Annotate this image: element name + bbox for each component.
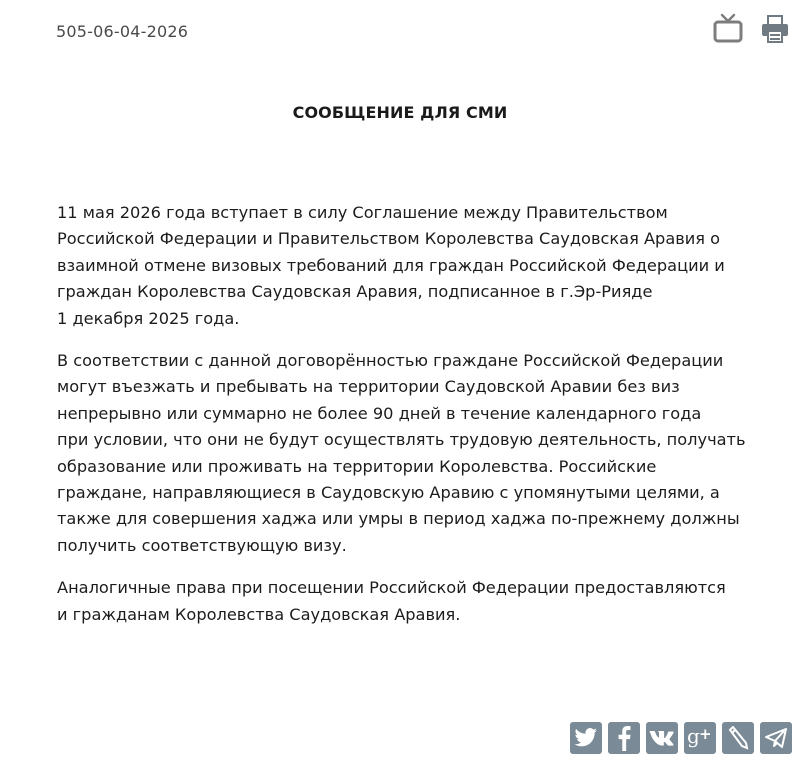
text-line: получить соответствующую визу. xyxy=(57,535,347,555)
social-share-bar xyxy=(570,722,792,754)
share-livejournal-button[interactable] xyxy=(722,722,754,754)
print-button[interactable] xyxy=(760,14,790,44)
text-line: взаимной отмене визовых требований для граждан Российской Федерации и xyxy=(57,255,725,275)
facebook-icon xyxy=(617,725,631,751)
svg-text:g: g xyxy=(687,725,700,748)
text-line: при условии, что они не будут осуществлять трудовую деятельность, получать xyxy=(57,430,746,450)
text-line: также для совершения хаджа или умры в период хаджа по-прежнему должны xyxy=(57,509,740,529)
printer-icon xyxy=(760,14,790,44)
twitter-icon xyxy=(574,727,598,749)
text-line: В соответствии с данной договорённостью граждане Российской Федерации xyxy=(57,351,724,371)
share-facebook-button[interactable] xyxy=(608,722,640,754)
text-line: 11 мая 2026 года вступает в силу Соглашение между Правительством xyxy=(57,203,668,222)
share-vk-button[interactable] xyxy=(646,722,678,754)
livejournal-icon xyxy=(727,726,749,750)
page-title: СООБЩЕНИЕ ДЛЯ СМИ xyxy=(292,103,508,122)
text-line: 1 декабря 2025 года. xyxy=(57,308,240,328)
text-line: граждан Королевства Саудовская Аравия, подписанное в г.Эр-Рияде xyxy=(57,282,653,302)
svg-text:+: + xyxy=(699,725,712,743)
google-plus-icon xyxy=(686,725,714,751)
tv-icon xyxy=(712,12,744,44)
share-google-plus-button[interactable] xyxy=(684,722,716,754)
share-twitter-button[interactable] xyxy=(570,722,602,754)
paragraph-2 xyxy=(57,348,787,559)
telegram-icon xyxy=(764,727,788,749)
text-line: могут въезжать и пребывать на территории Саудовской Аравии без виз xyxy=(57,377,680,397)
video-button[interactable] xyxy=(712,12,744,44)
text-line: непрерывно или суммарно не более 90 дней в течение календарного года xyxy=(57,403,702,423)
press-release-body xyxy=(57,200,787,644)
top-bar xyxy=(0,0,800,60)
vk-icon xyxy=(649,729,675,747)
share-telegram-button[interactable] xyxy=(760,722,792,754)
text-line: Российской Федерации и Правительством Королевства Саудовская Аравия о xyxy=(57,229,721,249)
paragraph-1 xyxy=(57,200,787,332)
document-number: 505-06-04-2026 xyxy=(56,22,189,41)
text-line: образование или проживать на территории Королевства. Российские xyxy=(57,456,657,476)
text-line: и гражданам Королевства Саудовская Аравия. xyxy=(57,604,461,624)
text-line: граждане, направляющиеся в Саудовскую Аравию с упомянутыми целями, а xyxy=(57,483,720,503)
text-line: Аналогичные права при посещении Российской Федерации предоставляются xyxy=(57,578,726,598)
paragraph-3 xyxy=(57,575,787,628)
